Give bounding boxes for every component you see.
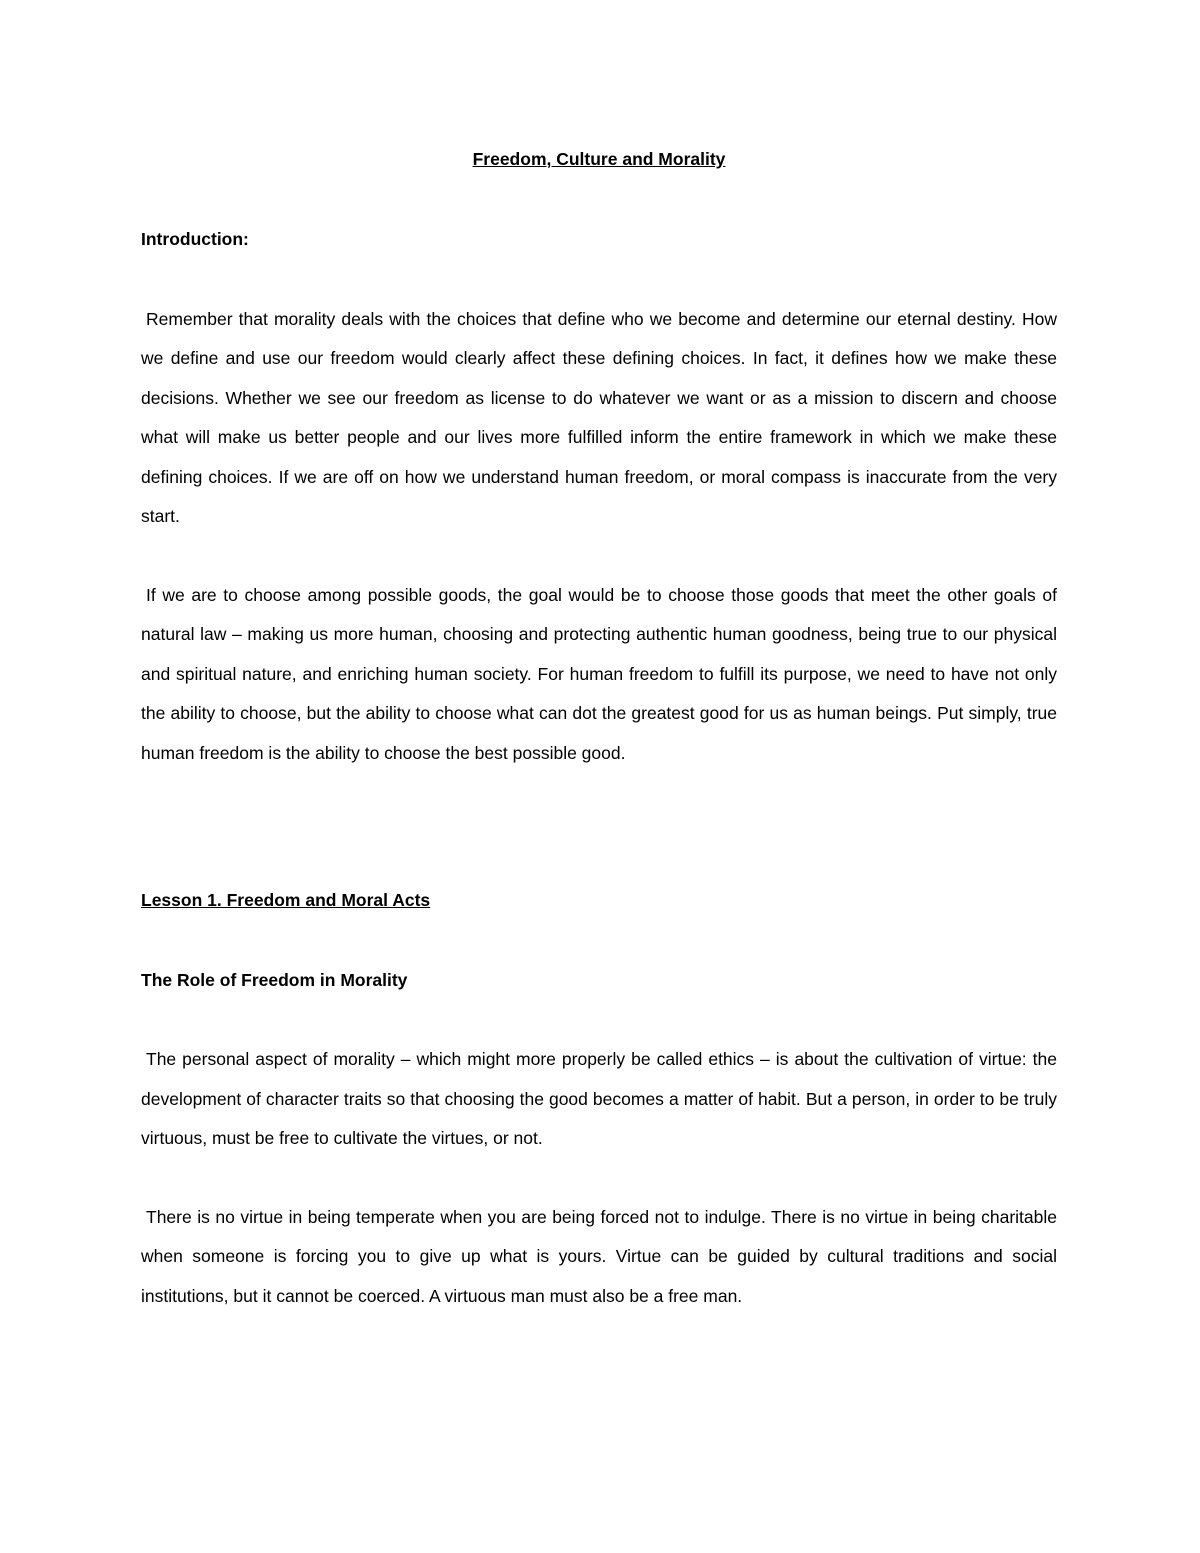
document-body bbox=[141, 140, 1057, 1316]
intro-paragraph-2: If we are to choose among possible goods, the goal would be to choose those goods that meet the other goals of natural law – making us more human, choosing and protecting authentic human goodness, being true to our physical and spiritual nature, and enriching human society. For human freedom to fulfill its purpose, we need to have not only the ability to choose, but the ability to choose what can dot the greatest good for us as human beings. Put simply, true human freedom is the ability to choose the best possible good. bbox=[141, 584, 1057, 763]
section-paragraph-1: The personal aspect of morality – which might more properly be called ethics – is about the cultivation of virtue: the development of character traits so that choosing the good becomes a matter of habit. But a person, in order to be truly virtuous, must be free to cultivate the virtues, or not. bbox=[141, 1049, 1057, 1148]
section-heading: The Role of Freedom in Morality bbox=[141, 969, 408, 990]
intro-paragraph-1: Remember that morality deals with the choices that define who we become and determine our eternal destiny. How we define and use our freedom would clearly affect these defining choices. In fact, it defines how we make these decisions. Whether we see our freedom as license to do whatever we want or as a mission to discern and choose what will make us better people and our lives more fulfilled inform the entire framework in which we make these defining choices. If we are off on how we understand human freedom, or moral compass is inaccurate from the very start. bbox=[141, 308, 1057, 526]
introduction-heading: Introduction: bbox=[141, 229, 249, 249]
document-title: Freedom, Culture and Morality bbox=[472, 149, 726, 169]
section-paragraph-2: There is no virtue in being temperate when you are being forced not to indulge. There is no virtue in being charitable when someone is forcing you to give up what is yours. Virtue can be guided by cultural traditions and social institutions, but it cannot be coerced. A virtuous man must also be a free man. bbox=[141, 1206, 1057, 1306]
lesson-heading: Lesson 1. Freedom and Moral Acts bbox=[141, 890, 431, 910]
